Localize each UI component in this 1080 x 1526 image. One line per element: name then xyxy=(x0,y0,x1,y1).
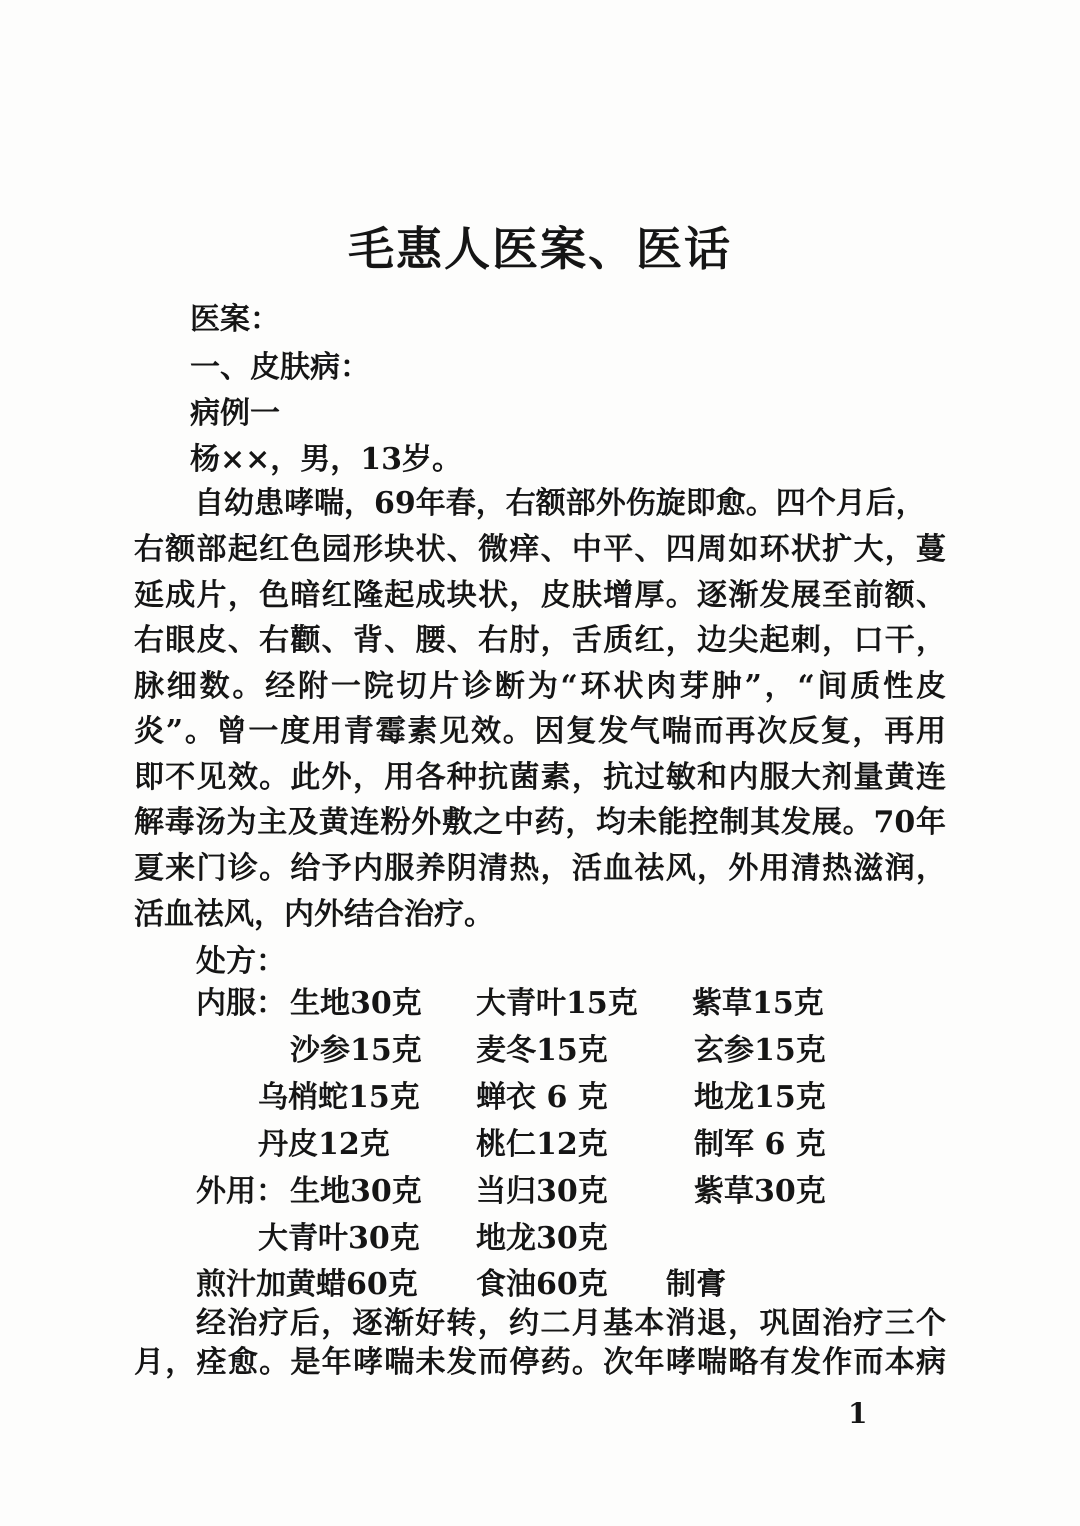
herb-item: 地龙15克 xyxy=(694,1080,826,1115)
herb-item: 蝉衣 6 克 xyxy=(476,1080,608,1115)
paragraph-line: 解毒汤为主及黄连粉外敷之中药，均未能控制其发展。70年 xyxy=(134,805,946,840)
case-title: 病例一 xyxy=(190,396,280,431)
herb-item: 乌梢蛇15克 xyxy=(258,1080,420,1115)
paragraph-line: 脉细数。经附一院切片诊断为“环状肉芽肿”，“间质性皮 xyxy=(134,669,946,704)
herb-item: 当归30克 xyxy=(476,1174,608,1209)
preparation-step: 煎汁加黄蜡60克 xyxy=(196,1267,418,1302)
patient-info: 杨××，男，13岁。 xyxy=(190,442,463,477)
paragraph-line: 月，痊愈。是年哮喘未发而停药。次年哮喘略有发作而本病 xyxy=(134,1345,946,1380)
external-use-label: 外用： xyxy=(196,1174,286,1209)
herb-item: 制军 6 克 xyxy=(694,1127,826,1162)
herb-item: 丹皮12克 xyxy=(258,1127,390,1162)
herb-item: 玄参15克 xyxy=(694,1033,826,1068)
prescription-label: 处方： xyxy=(196,944,286,979)
herb-item: 大青叶30克 xyxy=(258,1221,420,1256)
preparation-step: 食油60克 xyxy=(476,1267,608,1302)
paragraph-line: 右额部起红色园形块状、微痒、中平、四周如环状扩大，蔓 xyxy=(134,532,946,567)
internal-use-label: 内服： xyxy=(196,986,286,1021)
paragraph-line: 活血祛风，内外结合治疗。 xyxy=(134,897,494,932)
herb-item: 大青叶15克 xyxy=(476,986,638,1021)
paragraph-line: 经治疗后，逐渐好转，约二月基本消退，巩固治疗三个 xyxy=(196,1306,946,1341)
herb-item: 紫草30克 xyxy=(694,1174,826,1209)
paragraph-line: 炎”。曾一度用青霉素见效。因复发气喘而再次反复，再用 xyxy=(134,714,946,749)
herb-item: 地龙30克 xyxy=(476,1221,608,1256)
section-label: 医案： xyxy=(190,302,280,337)
herb-item: 桃仁12克 xyxy=(476,1127,608,1162)
herb-item: 生地30克 xyxy=(290,986,422,1021)
page-title: 毛惠人医案、医话 xyxy=(348,222,732,276)
subsection-heading: 一、皮肤病： xyxy=(190,350,370,385)
paragraph-line: 夏来门诊。给予内服养阴清热，活血祛风，外用清热滋润， xyxy=(134,851,946,886)
herb-item: 沙参15克 xyxy=(290,1033,422,1068)
herb-item: 紫草15克 xyxy=(692,986,824,1021)
page-number: 1 xyxy=(848,1397,868,1430)
preparation-step: 制膏 xyxy=(666,1267,726,1302)
paragraph-line: 延成片，色暗红隆起成块状，皮肤增厚。逐渐发展至前额、 xyxy=(134,578,946,613)
herb-item: 麦冬15克 xyxy=(476,1033,608,1068)
paragraph-line: 即不见效。此外，用各种抗菌素，抗过敏和内服大剂量黄连 xyxy=(134,760,946,795)
paragraph-line: 自幼患哮喘，69年春，右额部外伤旋即愈。四个月后， xyxy=(194,486,926,521)
herb-item: 生地30克 xyxy=(290,1174,422,1209)
paragraph-line: 右眼皮、右颧、背、腰、右肘，舌质红，边尖起刺，口干， xyxy=(134,623,946,658)
